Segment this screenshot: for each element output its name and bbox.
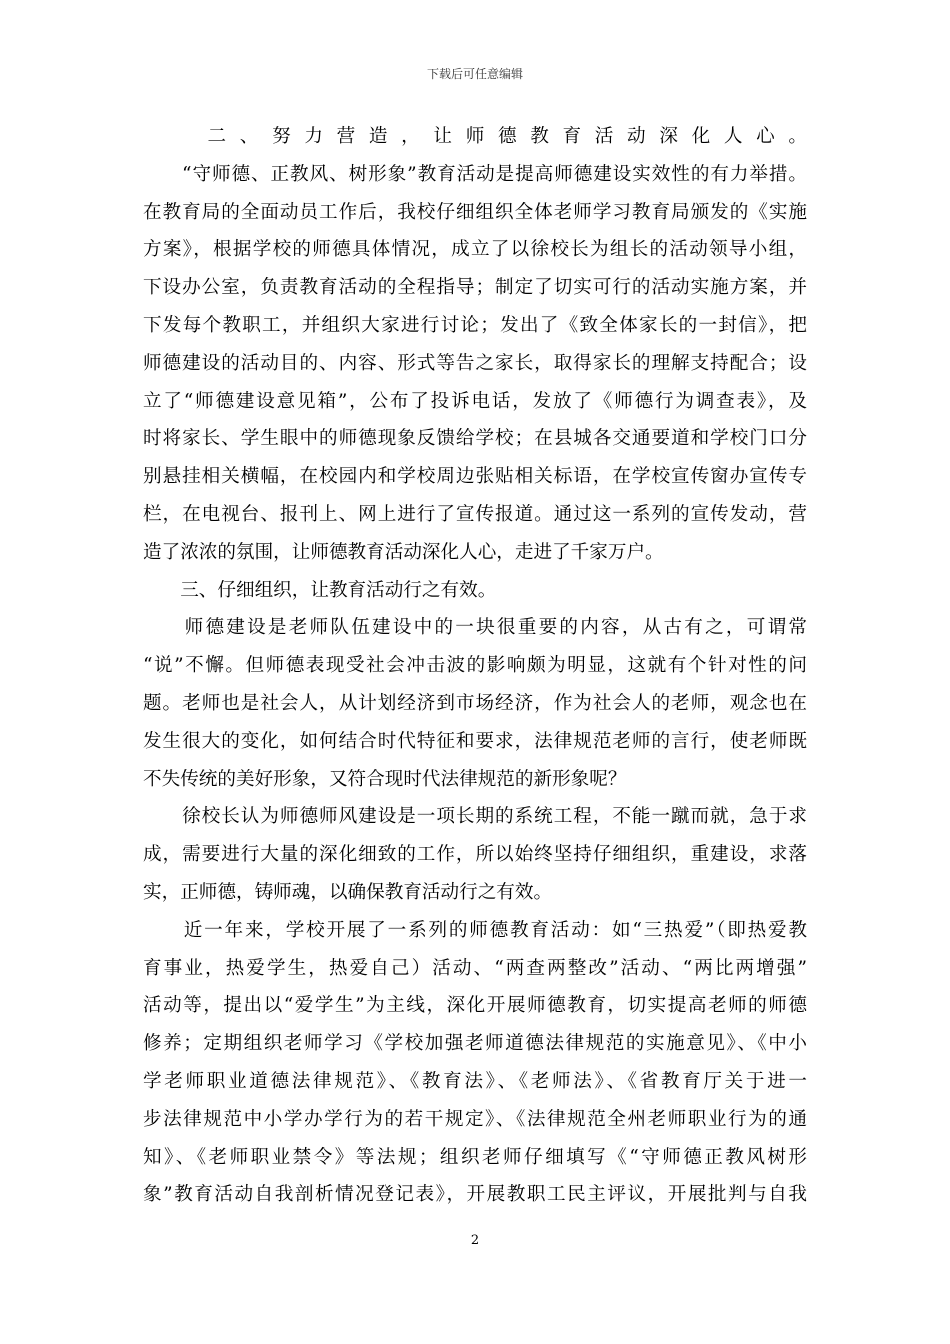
text-line: “说”不懈。但师德表现受社会冲击波的影响颇为明显，这就有个针对性的问 xyxy=(143,655,807,677)
text-line: 实，正师德，铸师魂，以确保教育活动行之有效。 xyxy=(143,881,553,903)
text-line: 师德建设是老师队伍建设中的一块很重要的内容，从古有之，可谓常 xyxy=(143,617,807,639)
text-line: 学老师职业道德法律规范》、《教育法》、《老师法》、《省教育厅关于进一 xyxy=(143,1070,807,1092)
text-line: 二、努力营造，让师德教育活动深化人心。 xyxy=(143,126,807,147)
text-line: 造了浓浓的氛围，让师德教育活动深化人心，走进了千家万户。 xyxy=(143,541,664,563)
text-line: 下设办公室，负责教育活动的全程指导；制定了切实可行的活动实施方案，并 xyxy=(143,277,807,299)
page-header: 下载后可任意编辑 xyxy=(426,67,523,81)
text-line: 时将家长、学生眼中的师德现象反馈给学校；在县城各交通要道和学校门口分 xyxy=(143,428,807,450)
text-line: 不失传统的美好形象，又符合现时代法律规范的新形象呢？ xyxy=(143,768,627,790)
text-line: 活动等，提出以“爱学生”为主线，深化开展师德教育，切实提高老师的师德 xyxy=(143,995,807,1017)
text-line: 下发每个教职工，并组织大家进行讨论；发出了《致全体家长的一封信》，把 xyxy=(143,314,807,336)
text-line: 题。老师也是社会人，从计划经济到市场经济，作为社会人的老师，观念也在 xyxy=(143,692,807,714)
text-line: 栏，在电视台、报刊上、网上进行了宣传报道。通过这一系列的宣传发动，营 xyxy=(143,503,807,525)
text-line: 徐校长认为师德师风建设是一项长期的系统工程，不能一蹴而就，急于求 xyxy=(143,806,807,828)
text-line: 知》、《老师职业禁令》等法规；组织老师仔细填写《“守师德正教风树形 xyxy=(143,1146,807,1168)
section-heading: 三、仔细组织，让教育活动行之有效。 xyxy=(143,579,497,601)
document-body xyxy=(143,118,807,1214)
text-line: 在教育局的全面动员工作后，我校仔细组织全体老师学习教育局颁发的《实施 xyxy=(143,201,807,223)
text-line: 发生很大的变化，如何结合时代特征和要求，法律规范老师的言行，使老师既 xyxy=(143,730,807,752)
text-line: 近一年来，学校开展了一系列的师德教育活动：如“三热爱”（即热爱教 xyxy=(143,919,807,941)
text-line: 步法律规范中小学办学行为的若干规定》、《法律规范全州老师职业行为的通 xyxy=(143,1108,807,1130)
text-line: 象”教育活动自我剖析情况登记表》，开展教职工民主评议，开展批判与自我 xyxy=(143,1184,807,1206)
text-line: “守师德、正教风、树形象”教育活动是提高师德建设实效性的有力举措。 xyxy=(143,163,807,185)
text-line: 育事业，热爱学生，热爱自己）活动、“两查两整改”活动、“两比两增强” xyxy=(143,957,807,979)
page-number: 2 xyxy=(470,1233,480,1248)
text-line: 师德建设的活动目的、内容、形式等告之家长，取得家长的理解支持配合；设 xyxy=(143,352,807,374)
text-line: 成，需要进行大量的深化细致的工作，所以始终坚持仔细组织，重建设，求落 xyxy=(143,844,807,866)
text-line: 别悬挂相关横幅，在校园内和学校周边张贴相关标语，在学校宣传窗办宣传专 xyxy=(143,466,807,488)
text-line: 修养；定期组织老师学习《学校加强老师道德法律规范的实施意见》、《中小 xyxy=(143,1033,807,1055)
text-line: 方案》，根据学校的师德具体情况，成立了以徐校长为组长的活动领导小组， xyxy=(143,239,807,261)
text-line: 立了“师德建设意见箱”，公布了投诉电话，发放了《师德行为调查表》，及 xyxy=(143,390,807,412)
